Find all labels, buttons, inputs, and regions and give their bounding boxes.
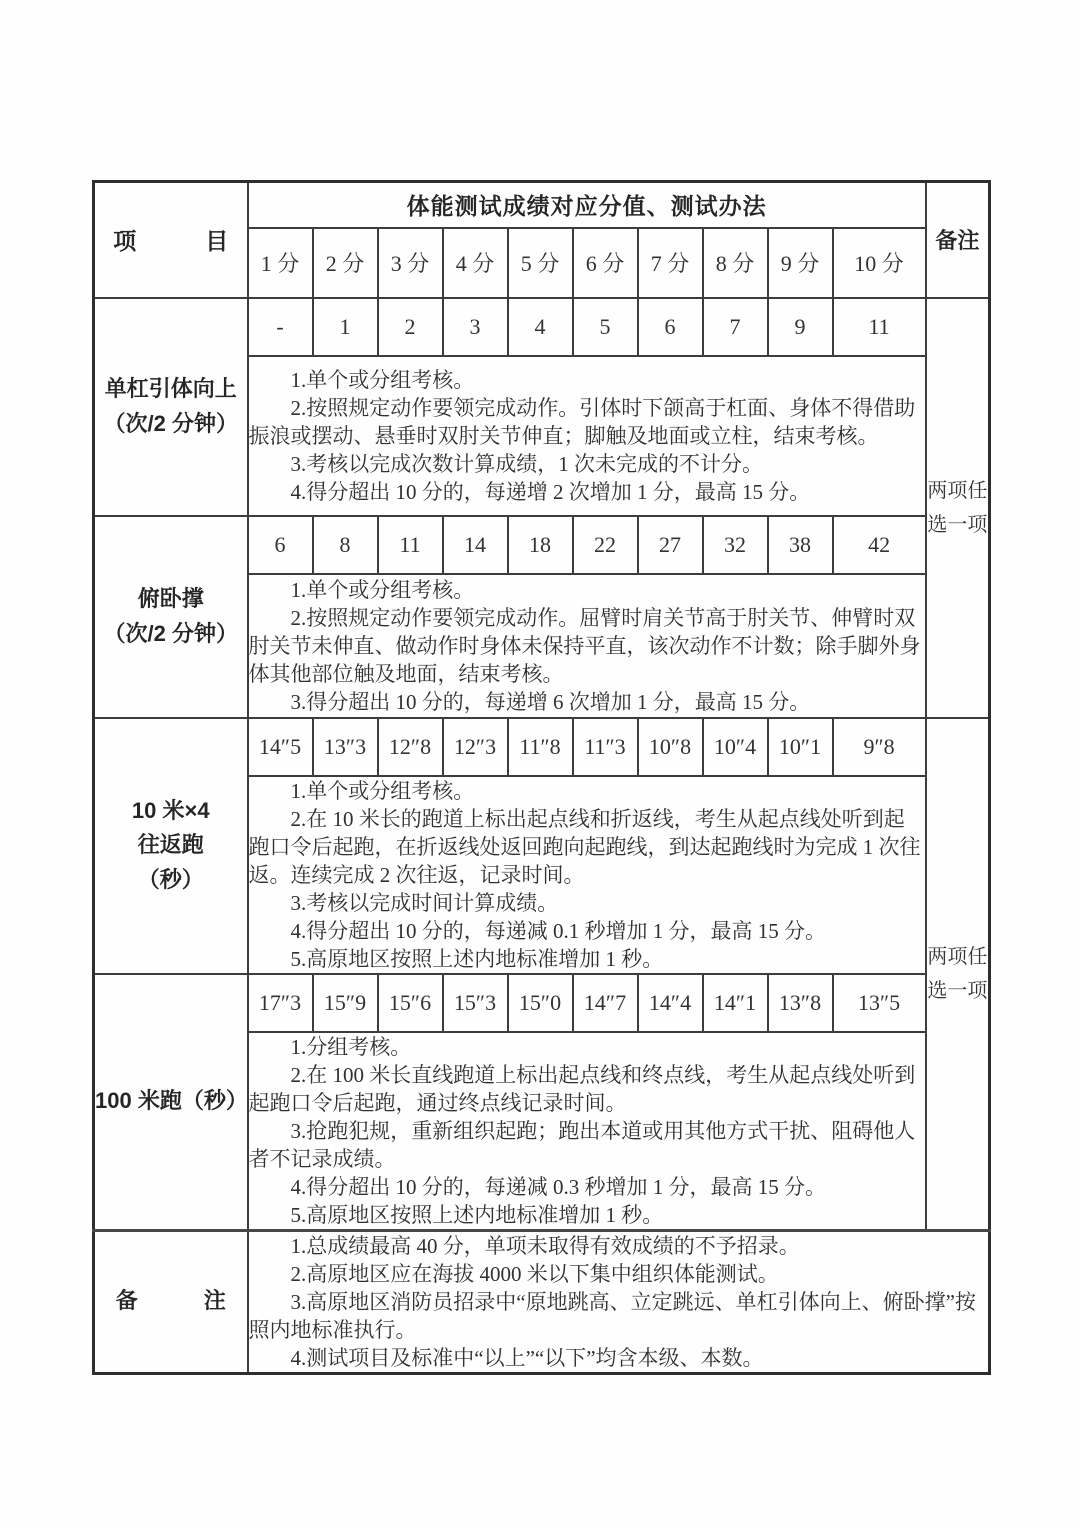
row-label-100m-run-line1: 100 米跑（秒） [95,1088,248,1114]
footer-rule-2: 2.高原地区应在海拔 4000 米以下集中组织体能测试。 [290,1261,779,1286]
pushups-rule-1: 1.单个或分组考核。 [290,577,475,602]
score-header-5: 5 分 [508,228,573,298]
row-label-shuttle-run-line2: 往返跑 [137,832,204,858]
pullups-value-1: - [248,298,313,356]
sprint-rule-5: 5.高原地区按照上述内地标准增加 1 秒。 [290,1202,664,1227]
shuttle-run-rule-5: 5.高原地区按照上述内地标准增加 1 秒。 [290,946,664,971]
remark-two-items-choose-one-1: 两项任选一项 [926,298,990,718]
header-row-title [94,182,990,228]
footer-rule-4: 4.测试项目及标准中“以上”“以下”均含本级、本数。 [290,1345,764,1370]
pullups-value-7: 6 [638,298,703,356]
remark-column-header: 备注 [926,182,990,298]
pushups-value-9: 38 [768,516,833,574]
pushups-value-6: 22 [573,516,638,574]
pushups-value-2: 8 [313,516,378,574]
footer-rule-3: 3.高原地区消防员招录中“原地跳高、立定跳远、单杠引体向上、俯卧撑”按照内地标准执行。 [248,1289,976,1342]
sprint-value-9: 13″8 [768,974,833,1032]
shuttle-run-value-8: 10″4 [703,718,768,776]
pullups-value-4: 3 [443,298,508,356]
pushups-value-7: 27 [638,516,703,574]
sprint-value-7: 14″4 [638,974,703,1032]
sprint-rules-cell [248,1032,926,1231]
pullups-values-row [94,298,990,356]
pullups-value-5: 4 [508,298,573,356]
sprint-values-row [94,974,990,1032]
row-label-remarks: 备 注 [94,1230,248,1373]
remark-two-items-choose-one-2: 两项任选一项 [926,718,990,1231]
sprint-rule-4: 4.得分超出 10 分的，每递减 0.3 秒增加 1 分，最高 15 分。 [290,1174,826,1199]
shuttle-run-value-1: 14″5 [248,718,313,776]
row-label-shuttle-run-line1: 10 米×4 [131,798,210,824]
row-label-shuttle-run-line3: （秒） [137,866,204,892]
pullups-value-3: 2 [378,298,443,356]
score-header-4: 4 分 [443,228,508,298]
row-label-pushups-line2: （次/2 分钟） [103,620,238,646]
shuttle-run-value-2: 13″3 [313,718,378,776]
row-label-shuttle-run [94,718,248,974]
sprint-value-6: 14″7 [573,974,638,1032]
footer-remarks-row [94,1230,990,1373]
pullups-value-6: 5 [573,298,638,356]
footer-rule-1: 1.总成绩最高 40 分，单项未取得有效成绩的不予招录。 [290,1233,800,1258]
table-title: 体能测试成绩对应分值、测试办法 [248,182,926,228]
footer-remarks-cell [248,1230,990,1373]
shuttle-run-value-5: 11″8 [508,718,573,776]
sprint-rule-3: 3.抢跑犯规，重新组织起跑；跑出本道或用其他方式干扰、阻碍他人者不记录成绩。 [248,1118,916,1171]
sprint-value-4: 15″3 [443,974,508,1032]
sprint-value-10: 13″5 [833,974,926,1032]
score-header-7: 7 分 [638,228,703,298]
pullups-rule-1: 1.单个或分组考核。 [290,367,475,392]
sprint-value-1: 17″3 [248,974,313,1032]
pullups-value-2: 1 [313,298,378,356]
shuttle-run-value-3: 12″8 [378,718,443,776]
shuttle-run-rule-3: 3.考核以完成时间计算成绩。 [290,890,559,915]
shuttle-run-value-7: 10″8 [638,718,703,776]
pushups-value-5: 18 [508,516,573,574]
row-label-pullups-line2: （次/2 分钟） [103,410,238,436]
pushups-value-3: 11 [378,516,443,574]
sprint-value-8: 14″1 [703,974,768,1032]
pullups-value-8: 7 [703,298,768,356]
row-label-pushups [94,516,248,718]
fitness-score-table [92,180,991,1375]
row-label-pullups [94,298,248,516]
pushups-value-10: 42 [833,516,926,574]
pullups-rule-4: 4.得分超出 10 分的，每递增 2 次增加 1 分，最高 15 分。 [290,479,811,504]
pushups-rule-3: 3.得分超出 10 分的，每递增 6 次增加 1 分，最高 15 分。 [290,689,811,714]
sprint-rule-1: 1.分组考核。 [290,1034,412,1059]
sprint-rule-2: 2.在 100 米长直线跑道上标出起点线和终点线，考生从起点线处听到起跑口令后起跑，通过终点线记录时间。 [248,1062,916,1115]
score-header-6: 6 分 [573,228,638,298]
sprint-value-2: 15″9 [313,974,378,1032]
pushups-rules-cell [248,574,926,718]
score-header-10: 10 分 [833,228,926,298]
pushups-values-row [94,516,990,574]
pushups-rule-2: 2.按照规定动作要领完成动作。屈臂时肩关节高于肘关节、伸臂时双肘关节未伸直、做动作时身体未保持平直，该次动作不计数；除手脚外身体其他部位触及地面，结束考核。 [248,605,921,686]
score-header-3: 3 分 [378,228,443,298]
shuttle-run-rule-2: 2.在 10 米长的跑道上标出起点线和折返线，考生从起点线处听到起跑口令后起跑，在折返线处返回跑向起跑线，到达起跑线时为完成 1 次往返。连续完成 2 次往返，记录时间。 [248,806,921,887]
pushups-value-4: 14 [443,516,508,574]
shuttle-run-rule-1: 1.单个或分组考核。 [290,778,475,803]
shuttle-run-rule-4: 4.得分超出 10 分的，每递减 0.1 秒增加 1 分，最高 15 分。 [290,918,826,943]
pushups-value-8: 32 [703,516,768,574]
pullups-rule-2: 2.按照规定动作要领完成动作。引体时下颌高于杠面、身体不得借助振浪或摆动、悬垂时双肘关节伸直；脚触及地面或立柱，结束考核。 [248,395,916,448]
shuttle-run-value-4: 12″3 [443,718,508,776]
shuttle-run-values-row [94,718,990,776]
score-header-9: 9 分 [768,228,833,298]
pushups-value-1: 6 [248,516,313,574]
score-header-1: 1 分 [248,228,313,298]
pullups-rules-cell [248,356,926,516]
shuttle-run-rules-cell [248,776,926,974]
row-label-pushups-line1: 俯卧撑 [137,586,204,612]
item-column-header: 项 目 [94,182,248,298]
shuttle-run-value-6: 11″3 [573,718,638,776]
pullups-value-9: 9 [768,298,833,356]
shuttle-run-value-10: 9″8 [833,718,926,776]
score-header-2: 2 分 [313,228,378,298]
pullups-value-10: 11 [833,298,926,356]
shuttle-run-value-9: 10″1 [768,718,833,776]
row-label-100m-run [94,974,248,1231]
score-header-8: 8 分 [703,228,768,298]
sprint-value-3: 15″6 [378,974,443,1032]
sprint-value-5: 15″0 [508,974,573,1032]
row-label-pullups-line1: 单杠引体向上 [104,376,237,402]
pullups-rule-3: 3.考核以完成次数计算成绩，1 次未完成的不计分。 [290,451,763,476]
